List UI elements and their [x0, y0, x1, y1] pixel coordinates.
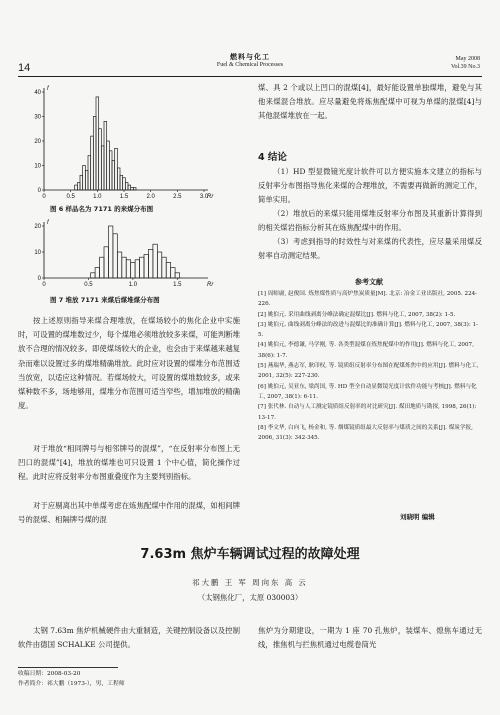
journal-title-cn: 燃料与化工: [230, 52, 270, 61]
figure-7-chart: [28, 218, 228, 290]
histogram-bar: [95, 268, 99, 278]
y-tick-label: 10: [34, 163, 41, 170]
histogram-bar: [107, 141, 110, 190]
issue-date: May 2008: [455, 56, 480, 62]
x-tick-label: 1.0: [93, 194, 102, 200]
x-tick-label: 0: [42, 194, 46, 200]
histogram-bar: [122, 257, 126, 278]
author-bio: 作者简介：祁大鹏（1973-），男，工程师: [18, 681, 125, 687]
issue-volume: Vol.39 No.3: [450, 64, 480, 70]
histogram-bar: [162, 257, 166, 278]
body-paragraph-1: 按上述原则指导来煤合理堆放，在煤场较小的焦化企业中实施时，可设置的煤堆数过少，每个煤堆必须堆放较多来煤，可能判断堆放不合理的情况较多。即使煤场较大的企业，也会由于来煤越来越复杂而难以设置过多的煤堆精确堆放。此时应对设置的煤堆分布范围适当放宽，以适应这种情况。若煤场较大，可设置的煤堆数较多，或来煤种数不多，场地够用，煤堆分布范围可适当窄些，增加堆放的精确度。: [18, 316, 240, 411]
histogram-bar: [88, 156, 91, 190]
histogram-bar: [91, 273, 95, 278]
footnote-rule: [18, 667, 118, 668]
histogram-bar: [171, 268, 175, 278]
conclusion-2: （2）堆放后的来煤只能用煤堆反射率分布图及其重新计算得到的相关煤岩指标分析其在炼焦配煤中的作用。: [258, 209, 482, 233]
histogram-bar: [75, 185, 78, 190]
figure-7-caption: 图 7 堆放 7171 来煤后煤堆煤分布图: [50, 296, 160, 304]
conclusion-3: （3）考虑到指导的时效性与对来煤的代表性，应尽量采用煤反射率自动测定结果。: [258, 237, 482, 261]
histogram-bar: [148, 249, 152, 278]
issue-info: [420, 55, 480, 71]
reference-item: [8] 李文华, 白向飞, 杨金和, 等. 烟煤镜质组最大反射率与煤质之间的关系[J]. 煤炭学报, 2006, 31(3): 342-345.: [258, 424, 473, 442]
article-body-right: 焦炉为分期建设，一期为 1 座 70 孔焦炉，装煤车、熄焦车通过无线，推焦机与拦焦机通过电缆卷筒光: [258, 626, 482, 650]
article-affiliation: （太钢焦化厂，太原 030003）: [197, 593, 303, 602]
reference-item: [7] 张代林. 自动与人工测定镜质组反射率的对比研究[J]. 煤田地质与勘探, 1998, 26(1): 13-17.: [258, 404, 477, 421]
histogram-bar: [104, 247, 108, 278]
histogram-bar: [93, 117, 96, 191]
x-axis-label: Rr: [207, 282, 214, 288]
reference-item: [4] 姚伯元, 李德谦, 马学刚, 等. 各类型混煤在炼焦配煤中的作用[J]. 燃料与化工, 2007, 38(6): 1-7.: [258, 342, 474, 359]
x-tick-label: 0: [42, 282, 46, 288]
right-intro-paragraph: 煤、具 2 个或以上凹口的混煤[4]，最好能设置单独煤堆，避免与其他来煤混合堆放。应尽量避免将炼焦配煤中可视为单煤的混煤[4]与其他混煤堆放在一起。: [258, 83, 482, 121]
y-tick-label: 10: [34, 250, 41, 256]
received-date: 收稿日期：2008-03-20: [18, 671, 81, 677]
journal-title-en: Fuel & Chemical Processes: [216, 62, 284, 68]
x-axis-label: Rr: [207, 194, 214, 200]
histogram-bar: [99, 129, 102, 190]
histogram-bar: [140, 257, 144, 278]
histogram-bar: [115, 148, 118, 190]
histogram-bar: [123, 178, 126, 190]
histogram-bar: [104, 121, 107, 190]
histogram-bar: [128, 185, 131, 190]
y-tick-label: 20: [34, 224, 41, 230]
journal-header: [170, 52, 330, 70]
histogram-bar: [120, 175, 123, 190]
figure-6-chart: [28, 84, 228, 202]
histogram-bar: [100, 257, 104, 278]
y-tick-label: 0: [37, 188, 41, 194]
body-paragraph-2: 对于堆放“相同牌号与相邻牌号的混煤”，“在反射率分布图上无凹口的混煤”[4]，堆放的煤堆也可只设置 1 个中心值，简化操作过程。此时应将反射率分布图重叠度作为主要判别指标。: [18, 444, 240, 482]
y-axis-label: f: [47, 86, 49, 92]
article-title: 7.63m 焦炉车辆调试过程的故障处理: [140, 547, 360, 562]
histogram-bar: [96, 97, 99, 190]
y-tick-label: 40: [34, 90, 41, 96]
histogram-bar: [83, 166, 86, 191]
header-rule: [18, 76, 482, 77]
y-tick-label: 0: [37, 276, 41, 282]
reference-item: [1] 周师庸, 赵俊国. 炼焦煤性质与高炉焦炭质量[M]. 北京: 冶金工业出版社, 2005. 224-226.: [258, 291, 478, 308]
x-tick-label: 1.5: [173, 282, 182, 288]
section-heading-conclusion: 4 结论: [258, 152, 287, 163]
page-number: 14: [18, 62, 31, 74]
x-tick-label: 0.5: [66, 194, 75, 200]
histogram-bar: [157, 252, 161, 278]
histogram-bar: [85, 170, 88, 190]
x-tick-label: 2.0: [146, 194, 155, 200]
y-tick-label: 20: [34, 139, 41, 145]
x-tick-label: 2.5: [173, 194, 182, 200]
histogram-bar: [117, 252, 121, 278]
histogram-bar: [126, 260, 130, 278]
reference-list: [258, 289, 482, 443]
histogram-bar: [153, 244, 157, 278]
histogram-bar: [91, 136, 94, 190]
figure-6-caption: 图 6 样品名为 7171 的来煤分布图: [50, 205, 154, 213]
reference-item: [5] 燕瑞华, 燕志军, 耿印权, 等. 镜质组反射率分布图在配煤炼焦中的应用[J]. 燃料与化工, 2001, 32(5): 227-230.: [258, 363, 479, 380]
histogram-bar: [125, 183, 128, 190]
histogram-bar: [77, 183, 80, 190]
conclusion-1: （1）HD 型显微镜光度计软件可以方便实施本文建立的指标与反射率分布图指导焦化来煤的合理堆放，不需要再做新的测定工作，简单实用。: [258, 167, 482, 205]
article-body-left: 太钢 7.63m 焦炉机械硬件由大重制造，关键控制设备以及控制软件由德国 SCHALKE 公司提供。: [18, 626, 240, 650]
x-tick-label: 3.0: [199, 194, 209, 200]
histogram-bar: [117, 168, 120, 190]
x-tick-label: 1.0: [128, 282, 138, 288]
reference-item: [2] 姚伯元. 采用曲线剥离分峰法确定混煤比[J]. 燃料与化工, 2007, 38(2): 1-5.: [258, 311, 456, 318]
histogram-bar: [113, 234, 117, 278]
editor-credit: 刘晓明 编辑: [400, 513, 435, 521]
article-authors: 祁大鹏 王 军 周向东 高 云: [192, 578, 308, 587]
histogram-bar: [135, 260, 139, 278]
histogram-bar: [131, 262, 135, 278]
reference-item: [6] 姚伯元, 吴亚东, 梁尚国, 等. HD 型全自动显微镜光度计软件功能与考核[J]. 燃料与化工, 2007, 38(1): 6-11.: [258, 383, 477, 400]
histogram-bar: [112, 161, 115, 190]
reference-item: [3] 姚伯元. 曲线剥离分峰法的改进与混煤比的准确计算[J]. 燃料与化工, 2007, 38(3): 1-5.: [258, 321, 478, 339]
histogram-bar: [175, 273, 179, 278]
y-tick-label: 30: [34, 114, 41, 121]
y-axis-label: f: [47, 220, 49, 226]
histogram-bar: [109, 151, 112, 190]
histogram-bar: [80, 175, 83, 190]
histogram-bar: [166, 262, 170, 278]
x-tick-label: 0.5: [84, 282, 93, 288]
body-paragraph-3: 对于应剔离出其中单煤考虑在炼焦配煤中作用的混煤，如相间牌号的混煤、相隔牌号煤的混: [18, 501, 240, 525]
histogram-bar: [144, 255, 148, 278]
histogram-bar: [108, 226, 112, 278]
histogram-bar: [101, 146, 104, 190]
x-tick-label: 1.5: [119, 194, 129, 200]
references-heading: 参考文献: [355, 278, 383, 286]
